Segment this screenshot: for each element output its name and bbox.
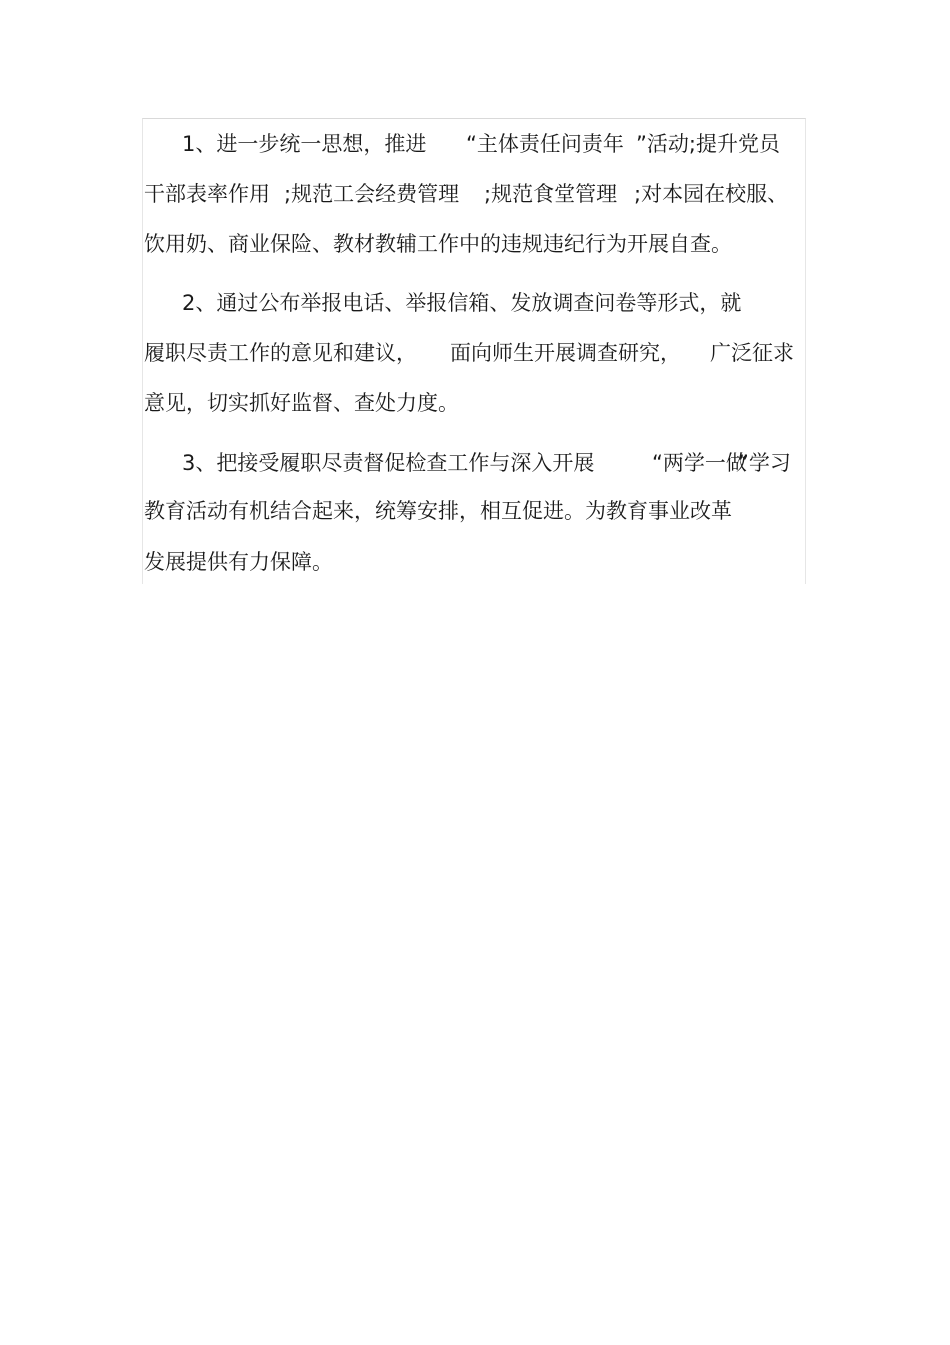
text-segment: 饮用奶、商业保险、教材教辅工作中的违规违纪行为开展自查。 [144,232,732,256]
text-segment: ;对本园在校服、 [634,182,789,206]
text-segment: 发展提供有力保障。 [144,550,333,574]
text-segment: 意见，切实抓好监督、查处力度。 [144,391,459,415]
text-segment: ;规范工会经费管理 [284,182,460,206]
text-segment: ”活动;提升党员 [636,132,780,156]
text-segment: “主体责任问责年 [466,132,624,156]
text-segment: 面向师生开展调查研究， [450,341,681,365]
text-segment: 3、把接受履职尽责督促检查工作与深入开展 [182,451,595,475]
text-segment: 干部表率作用 [144,182,270,206]
text-segment: ”学习 [738,451,791,475]
text-segment: 履职尽责工作的意见和建议， [144,341,417,365]
text-segment: 教育活动有机结合起来，统筹安排，相互促进。为教育事业改革 [144,499,732,523]
text-segment: 1、进一步统一思想，推进 [182,132,427,156]
text-segment: 广泛征求 [710,341,794,365]
text-segment: 2、通过公布举报电话、举报信箱、发放调查问卷等形式，就 [182,291,742,315]
text-segment: “两学一做 [652,451,747,475]
text-segment: ;规范食堂管理 [484,182,618,206]
